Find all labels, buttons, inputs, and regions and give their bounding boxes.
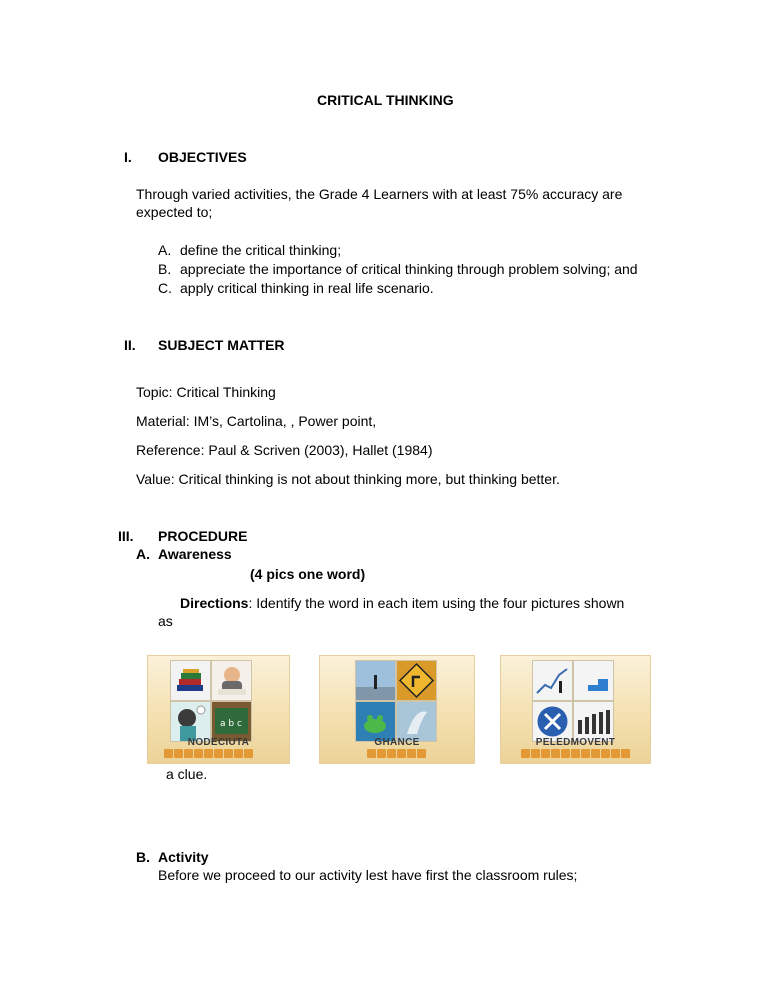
document-title: CRITICAL THINKING (317, 92, 454, 108)
section-numeral-objectives: I. (124, 149, 132, 165)
subject-reference: Reference: Paul & Scriven (2003), Hallet (1984) (136, 442, 433, 458)
puzzle-2-picture-sign (396, 660, 437, 701)
section-numeral-subject-matter: II. (124, 337, 136, 353)
section-heading-procedure: PROCEDURE (158, 528, 248, 544)
puzzle-2-picture-sky (355, 660, 396, 701)
objectives-intro-line1: Through varied activities, the Grade 4 Learners with at least 75% accuracy are (136, 186, 623, 202)
puzzle-3-picture-evolution (573, 701, 614, 742)
puzzle-3-picture-tools (532, 701, 573, 742)
awareness-subheading: (4 pics one word) (250, 566, 366, 582)
puzzle-2-word: GHANCE (374, 737, 420, 748)
activity-text: Before we proceed to our activity lest have first the classroom rules; (158, 867, 578, 883)
puzzle-1-picture-books (170, 660, 211, 701)
subsection-heading-awareness: Awareness (158, 546, 232, 562)
objectives-intro-line2: expected to; (136, 204, 213, 220)
subject-material: Material: IM’s, Cartolina, , Power point, (136, 413, 377, 429)
subject-value: Value: Critical thinking is not about thinking more, but thinking better. (136, 471, 560, 487)
puzzle-1-picture-chalkboard (211, 701, 252, 742)
subsection-letter-awareness: A. (136, 546, 150, 562)
objective-text-a: define the critical thinking; (180, 242, 342, 258)
puzzle-1-letter-slots (164, 749, 253, 758)
section-heading-subject-matter: SUBJECT MATTER (158, 337, 285, 353)
subsection-heading-activity: Activity (158, 849, 209, 865)
puzzle-3-letter-slots (521, 749, 630, 758)
puzzle-1-picture-thinker (170, 701, 211, 742)
directions-text: : Identify the word in each item using the four pictures shown (248, 595, 625, 611)
objective-text-b: appreciate the importance of critical thinking through problem solving; and (180, 261, 638, 277)
puzzle-card-3 (500, 655, 651, 764)
subject-topic: Topic: Critical Thinking (136, 384, 276, 400)
directions-wrap: as (158, 613, 173, 629)
objective-letter-b: B. (158, 261, 172, 277)
objective-letter-c: C. (158, 280, 172, 296)
puzzle-2-picture-frog (355, 701, 396, 742)
puzzle-card-2 (319, 655, 475, 764)
objective-letter-a: A. (158, 242, 172, 258)
directions-label: Directions (180, 595, 249, 611)
puzzle-1-word: NODECIUTA (187, 737, 250, 748)
puzzle-card-1 (147, 655, 290, 764)
section-heading-objectives: OBJECTIVES (158, 149, 247, 165)
puzzle-3-picture-graph (532, 660, 573, 701)
puzzle-2-picture-dolphin (396, 701, 437, 742)
puzzle-1-picture-student (211, 660, 252, 701)
puzzle-3-picture-stairs (573, 660, 614, 701)
subsection-letter-activity: B. (136, 849, 150, 865)
puzzle-3-word: PELEDMOVENT (535, 737, 616, 748)
puzzle-2-letter-slots (367, 749, 426, 758)
objective-text-c: apply critical thinking in real life scenario. (180, 280, 434, 296)
section-numeral-procedure: III. (118, 528, 134, 544)
directions-after-images: a clue. (166, 766, 208, 782)
svg-text:a b c: a b c (220, 719, 242, 729)
directions-line (180, 595, 624, 611)
